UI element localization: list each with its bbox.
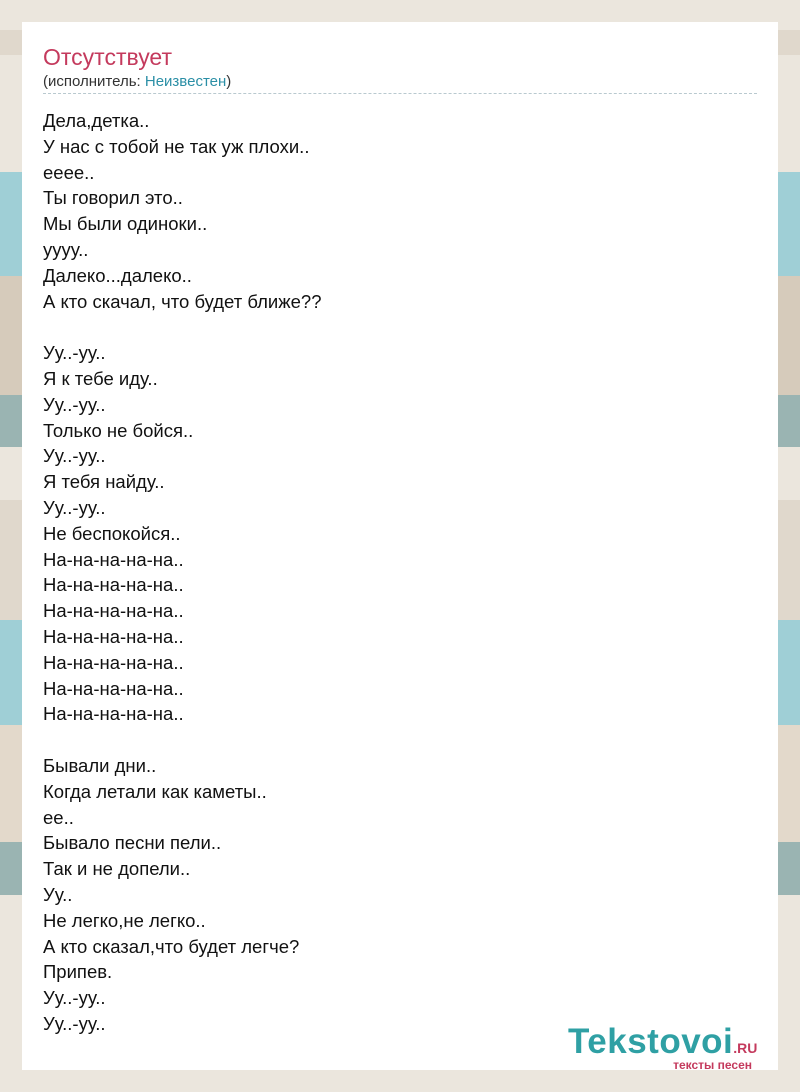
lyric-line: На-на-на-на-на..	[43, 677, 184, 699]
lyric-line: Не легко,не легко..	[43, 909, 206, 931]
lyric-line: А кто сказал,что будет легче?	[43, 935, 300, 957]
lyric-line: Дела,детка..	[43, 110, 150, 131]
lyric-line: Уу..-уу..	[43, 342, 106, 364]
lyric-line: Так и не допели..	[43, 858, 191, 880]
lyric-line: Уу..	[43, 883, 73, 905]
lyric-line: ее..	[43, 806, 74, 828]
lyric-line: Не беспокойся..	[43, 522, 181, 544]
lyric-line	[43, 727, 743, 753]
lyric-line: На-на-на-на-на..	[43, 703, 184, 725]
lyric-line: Припев.	[43, 961, 113, 983]
lyric-line: На-на-на-на-на..	[43, 574, 184, 596]
lyric-line: У нас с тобой не так уж плохи..	[43, 135, 310, 157]
lyric-line: Уу..-уу..	[43, 987, 106, 1009]
lyric-line: На-на-на-на-на..	[43, 600, 184, 622]
lyrics-body	[43, 108, 743, 1037]
artist-prefix: (исполнитель:	[43, 73, 145, 90]
lyric-line: Бывали дни..	[43, 754, 157, 776]
song-title: Отсутствует	[43, 44, 172, 70]
lyric-line: ееее..	[43, 161, 95, 183]
site-logo[interactable]	[568, 1022, 788, 1072]
artist-line	[43, 73, 231, 90]
lyric-line: уууу..	[43, 238, 89, 260]
lyric-line: Я тебя найду..	[43, 471, 165, 493]
lyric-line: А кто скачал, что будет ближе??	[43, 290, 322, 312]
artist-link[interactable]: Неизвестен	[144, 73, 227, 90]
lyric-line: Уу..-уу..	[43, 445, 106, 467]
logo-name: Tekstovoi	[568, 1022, 734, 1061]
lyrics-sheet	[22, 22, 778, 1070]
lyric-line: На-на-на-на-на..	[43, 651, 184, 673]
lyric-line	[43, 314, 743, 340]
lyric-line: Мы были одиноки..	[43, 213, 208, 235]
lyric-line: Только не бойся..	[43, 419, 194, 441]
lyric-line: Уу..-уу..	[43, 1012, 106, 1034]
artist-suffix: )	[226, 73, 232, 90]
lyric-line: Бывало песни пели..	[43, 832, 222, 854]
lyric-line: Ты говорил это..	[43, 187, 183, 209]
lyric-line: Я к тебе иду..	[43, 367, 158, 389]
lyric-line: Уу..-уу..	[43, 393, 106, 415]
lyric-line: Когда летали как каметы..	[43, 780, 267, 802]
lyric-line: Далеко...далеко..	[43, 264, 192, 286]
lyric-line: На-на-на-на-на..	[43, 548, 184, 570]
divider	[43, 93, 757, 94]
logo-tagline: тексты песен	[673, 1058, 752, 1072]
lyric-line: Уу..-уу..	[43, 496, 106, 518]
lyric-line: На-на-на-на-на..	[43, 625, 184, 647]
logo-tld: .RU	[733, 1040, 758, 1056]
